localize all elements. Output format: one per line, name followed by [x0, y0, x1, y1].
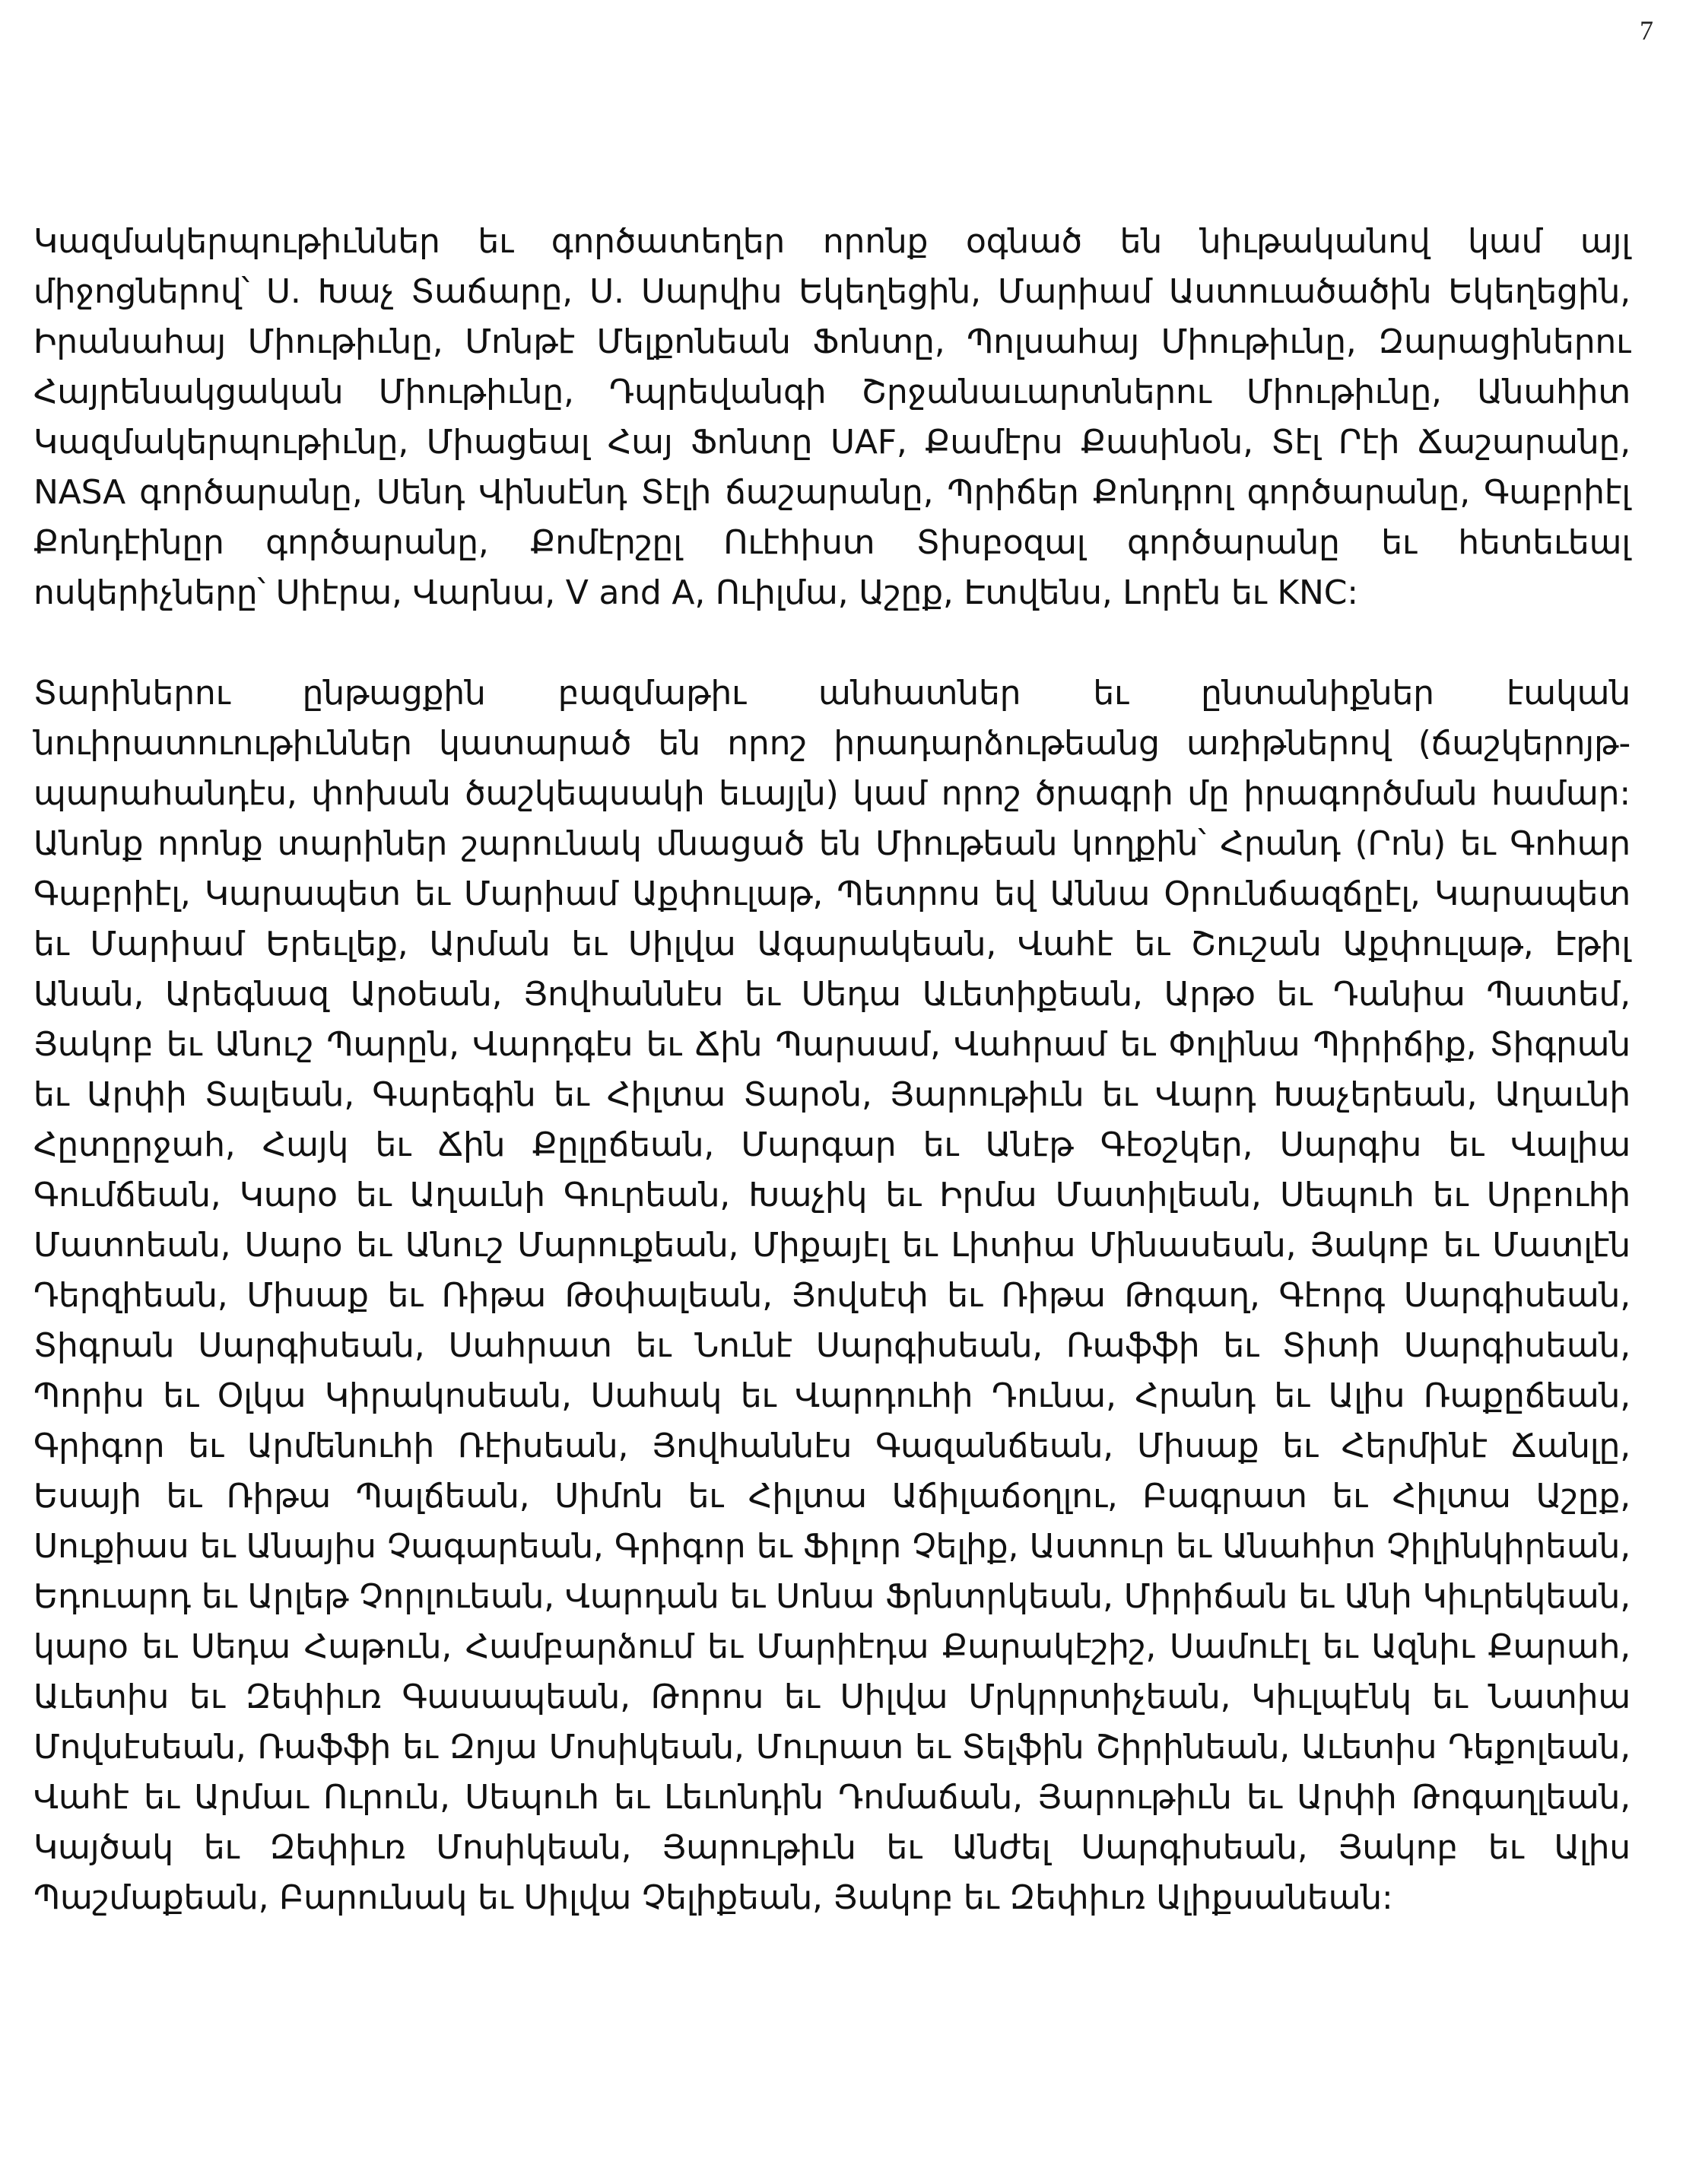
paragraph-organizations: Կազմակերպութիւններ եւ գործատեղեր որոնք օգնած են նիւթականով կամ այլ միջոցներով՝ Ս. Խաչ Տաճարը, Ս. Սարվիս Եկեղեցին, Մարիամ Աստուածածին Եկեղեցին, Իրանահայ Միութիւնը, Մոնթէ Մելքոնեան Ֆոնտը, Պոլսահայ Միութիւնը, Զարացիներու Հայրենակցական Միութիւնը, Դպրեվանգի Շրջանաւարտներու Միութիւնը, Անահիտ Կազմակերպութիւնը, Միացեալ Հայ Ֆոնտը UAF, Քամէրս Քասինօն, Տէլ Րէի Ճաշարանը, NASA գործարանը, Սենդ Վինսէնդ Տէլի ճաշարանը, Պրիճեր Քոնդրոլ գործարանը, Գաբրիէլ Քոնդէինըր գործարանը, Քոմէրշըլ Ուէհիստ Տիսբօզալ գործարանը եւ հետեւեալ ոսկերիչները՝ Սիէրա, Վարնա, V and A, Ուիլմա, Աշըք, Էտվենս, Լորէն եւ KNC:	[33, 222, 1631, 612]
document-body	[33, 217, 1631, 1923]
paragraph-donors: Տարիներու ընթացքին բազմաթիւ անհատներ եւ ընտանիքներ էական նուիրատուութիւններ կատարած են որոշ իրադարձութեանց առիթներով (ճաշկերոյթ-պարահանդէս, փոխան ծաշկեպսակի եւայլն) կամ որոշ ծրագրի մը իրագործման համար: Անոնք որոնք տարիներ շարունակ մնացած են Միութեան կողքին՝ Հրանդ (Րոն) եւ Գոհար Գաբրիէլ, Կարապետ եւ Մարիամ Աքփուլաթ, Պետրոս եվ Աննա Օրունճազճըէլ, Կարապետ եւ Մարիամ Երեւլեք, Արման եւ Սիլվա Ագարակեան, Վահէ եւ Շուշան Աքփուլաթ, Էթիլ Անան, Արեգնազ Արօեան, Յովհաննէս եւ Սեդա Աւետիքեան, Արթօ եւ Դանիա Պատեմ, Յակոբ եւ Անուշ Պարըն, Վարդգէս եւ Ճին Պարսամ, Վահրամ եւ Փոլինա Պիրիճիք, Տիգրան եւ Արփի Տալեան, Գարեգին եւ Հիլտա Տարօն, Յարութիւն եւ Վարդ Խաչերեան, Աղաւնի Հըտըրջահ, Հայկ եւ Ճին Քըլըճեան, Մարգար եւ Անէթ Գէօշկեր, Սարգիս եւ Վալիա Գումճեան, Կարօ եւ Աղաւնի Գուրեան, Խաչիկ եւ Իրմա Մատիլեան, Սեպուհ եւ Սրբուհի Մատոեան, Սարօ եւ Անուշ Մարուքեան, Միքայէլ եւ Լիտիա Մինասեան, Յակոբ եւ Մատլէն Դերզիեան, Միսաք եւ Ռիթա Թօփալեան, Յովսէփ եւ Ռիթա Թոգաղ, Գէորգ Սարգիսեան, Տիգրան Սարգիսեան, Սահրատ եւ Նունէ Սարգիսեան, Ռաֆֆի եւ Տիտի Սարգիսեան, Պորիս եւ Օլկա Կիրակոսեան, Սահակ եւ Վարդուհի Դունա, Հրանդ եւ Ալիս Ռաքըճեան, Գրիգոր եւ Արմենուհի Ռէիսեան, Յովհաննէս Գազանճեան, Միսաք եւ Հերմինէ Ճանլը, Եսայի եւ Ռիթա Պալճեան, Սիմոն եւ Հիլտա Աճիլաճօղլու, Բագրատ եւ Հիլտա Աշըք, Սուքիաս եւ Անայիս Չագարեան, Գրիգոր եւ Ֆիլոր Չելիք, Աստուր եւ Անահիտ Չիլինկիրեան, Եդուարդ եւ Արլեթ Չորլուեան, Վարդան եւ Սոնա Ֆրնտրկեան, Միրիճան եւ Անի Կիւրեկեան, կարօ եւ Սեդա Հաթուն, Համբարձում եւ Մարիէդա Քարակէշիշ, Սամուէլ եւ Ազնիւ Քարահ, Աւետիս եւ Զեփիւռ Գասապեան, Թորոս եւ Սիլվա Մրկրրտիչեան, Կիւլպէնկ եւ Նատիա Մովսէսեան, Ռաֆֆի եւ Զոյա Մոսիկեան, Մուրատ եւ Տելֆին Շիրինեան, Աւետիս Դեքոլեան, Վահէ եւ Արմաւ Ուրուն, Սեպուհ եւ Լեւոնդին Դոմաճան, Յարութիւն եւ Արփի Թոգաղլեան, Կայծակ եւ Զեփիւռ Մոսիկեան, Յարութիւն եւ Անժել Սարգիսեան, Յակոբ եւ Ալիս Պաշմաքեան, Բարունակ եւ Սիլվա Չելիքեան, Յակոբ եւ Զեփիւռ Ալիքսանեան:	[33, 674, 1631, 1917]
page-number: 7	[1640, 15, 1653, 46]
